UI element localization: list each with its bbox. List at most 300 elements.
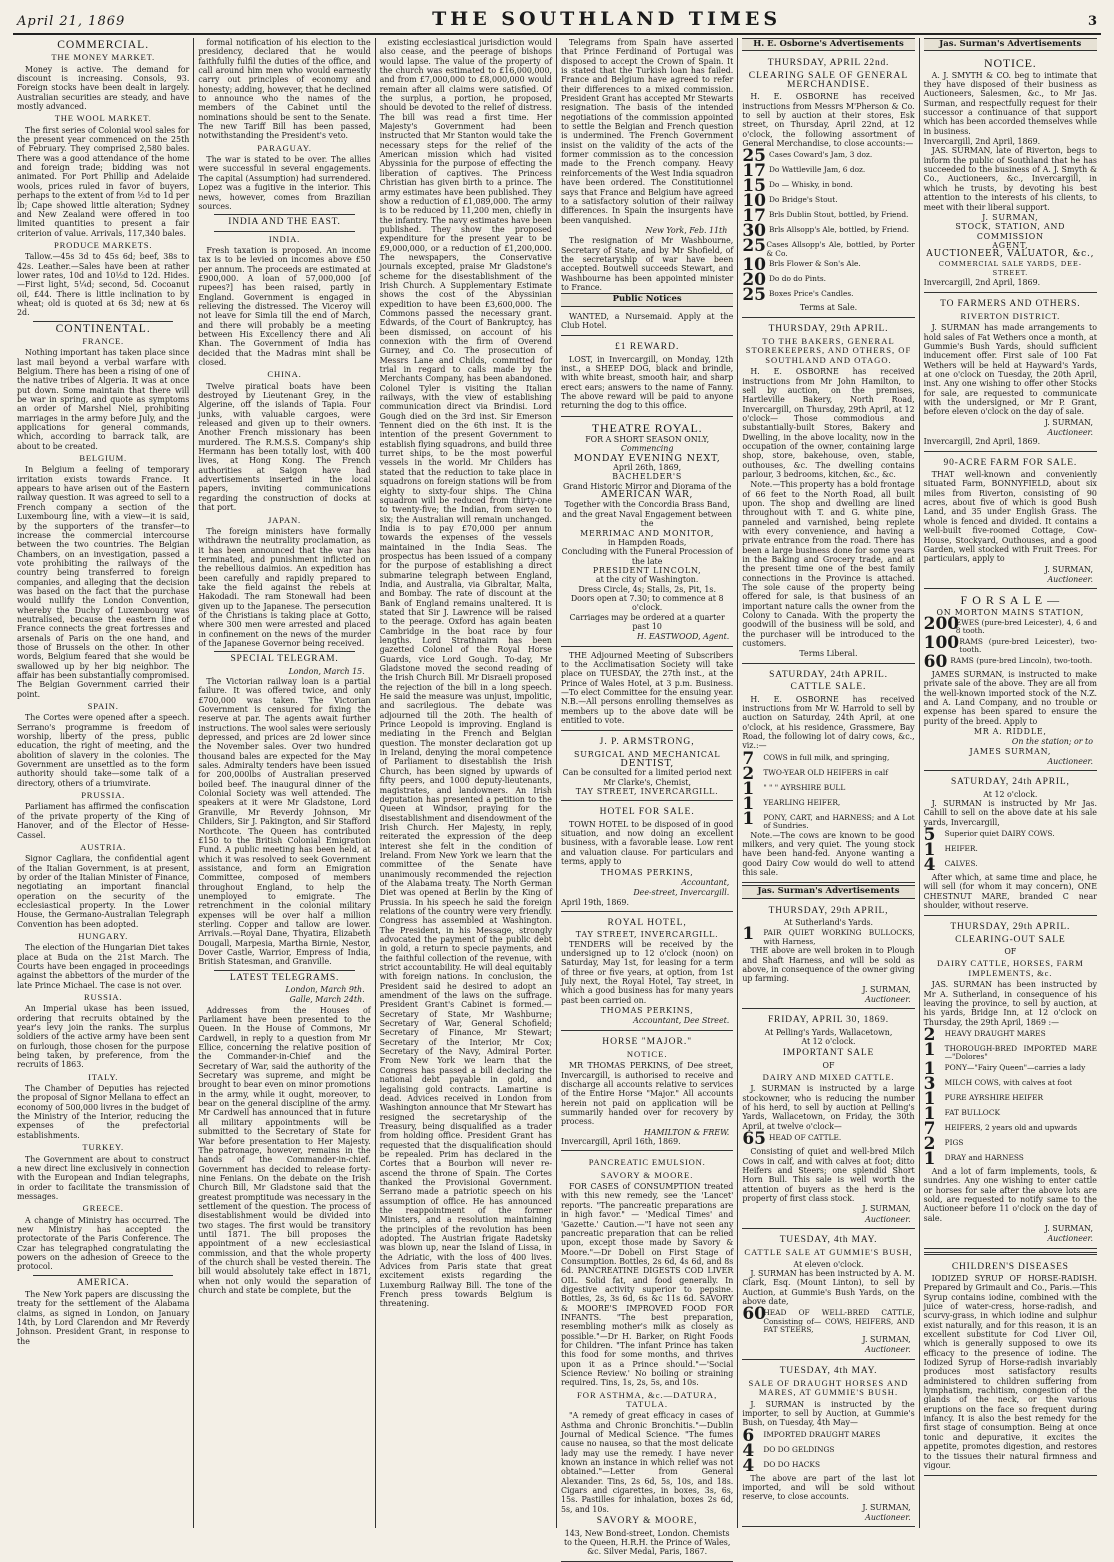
divider [214, 231, 354, 232]
advert-text: Consisting of quiet and well-bred Milch Cows in calf, and with calves at foot; ditto Heifers and Steers; one splendid Short Horn Bull. This sale is well worth the attention of buyers as the herd is the property of first class stock. [742, 1147, 915, 1203]
advert-text: THE Adjourned Meeting of Subscribers to the Acclimatisation Society will take place on TUESDAY, the 27th inst., at the Prince of Wales Hotel, at 3 p.m. Business.—To elect Committee for the ensuing year. N.B.—All persons enrolling themselves as members up to the above date will be entitled to vote. [560, 650, 734, 726]
advert-line: Mr Clarke's, Chemist, [603, 777, 691, 787]
section-subheading: TURKEY. [82, 1142, 124, 1153]
advert-signature: On the station; or to [1011, 737, 1093, 747]
lot-quantity: 2 [742, 763, 755, 784]
section-subheading: THE MONEY MARKET. [51, 52, 155, 63]
advert-terms: Terms at Sale. [799, 303, 858, 313]
lot-quantity: 25 [742, 285, 766, 306]
lot-item [742, 270, 914, 291]
lot-quantity: 1 [923, 1088, 936, 1109]
lot-quantity: 1 [742, 778, 755, 799]
lot-item [923, 1133, 1097, 1154]
advert-date: April 19th, 1869. [560, 897, 629, 907]
lot-quantity: 6 [742, 1425, 755, 1446]
lot-description: Do Bridge's Stout. [768, 195, 838, 205]
advert-savory-moore [561, 1153, 733, 1561]
section-subheading: HUNGARY. [78, 930, 129, 941]
section-subheading: JAPAN. [268, 514, 301, 525]
advert-signature: MR A. RIDDLE, [973, 726, 1047, 736]
advert-heading: FOR ASTHMA, &c.—DATURA, TATULA. [577, 1389, 718, 1410]
divider [33, 1275, 173, 1276]
lot-item [923, 632, 1097, 655]
lot-description: Cases Coward's Jam, 3 doz. [768, 150, 873, 160]
lot-item [923, 1103, 1097, 1124]
advert-line: OF [822, 1060, 835, 1070]
section-subheading: CHINA. [267, 369, 302, 380]
lot-item [742, 1455, 914, 1476]
advert-line: TAY STREET, INVERCARGILL. [575, 787, 719, 797]
advert-heading: NOTICE. [626, 1049, 668, 1059]
advert-text: JAS. SURMAN has been instructed by Mr A. Sutherland, in consequence of his leaving the province, to sell by auction, at his yards, Bridge Inn, at 12 o'clock on Thursday, the 29th April, 1869 :— [923, 980, 1097, 1027]
advert-heading: CATTLE SALE. [790, 682, 867, 693]
lot-item [742, 146, 914, 167]
advert-heading: RIVERTON DISTRICT. [960, 310, 1061, 321]
advert-reward [561, 338, 733, 416]
advert-signature: J. SURMAN, [862, 1502, 911, 1512]
lot-description: MILCH COWS, with calves at foot [944, 1077, 1072, 1087]
newspaper-title: THE SOUTHLAND TIMES [432, 8, 782, 30]
advert-signature: J. SURMAN, [862, 1204, 911, 1214]
lot-item [742, 236, 915, 258]
advert-signature: J. SURMAN, [1044, 564, 1093, 574]
section-heading: INDIA AND THE EAST. [228, 217, 341, 228]
article-text: The election of the Hungarian Diet takes place at Buda on the 21st March. The Courts have been engaged in proceedings against the abbettors of the murder of the late Prince Michael. The case is not over. [17, 943, 190, 990]
lot-quantity: 100 [923, 632, 960, 653]
divider [214, 214, 354, 215]
advert-signature: Auctioneer. [865, 1512, 911, 1522]
advert-line: AMERICAN WAR, [601, 490, 694, 501]
lot-description: HEIFER. [944, 844, 978, 854]
section-subheading: BELGIUM. [79, 453, 128, 464]
advert-merchandise-sale [742, 54, 914, 317]
lot-quantity: 1 [923, 1058, 936, 1079]
lot-list [923, 825, 1097, 876]
advert-text: Note.—This property has a bold frontage of 66 feet to the North Road, all built upon. The shop and dwelling are lined throughout with T. and G. white pine, panneled and varnished, being replete with every convenience, and having a private entrance from the road. There has been a large business done for some years in the Baking and Grocery trade, and at the present time one of the best family connections in the Province is attached. The sole cause of the property being offered for sale, is that business of an important nature calls the owner from the Colony to Canada. With the property the goodwill of the business will be sold, and the purchaser will be introduced to the customers. [742, 480, 915, 649]
advert-heading: HORSE "MAJOR." [602, 1036, 693, 1047]
article-text: existing ecclesiastical jurisdiction would also cease, and the peerage of bishops would lapse. The value of the property of the church was estimated to £16,000,000, and from £7,000,000 to £8,000,000 would remain after all claims were satisfied. Of the surplus, a portion, he proposed, should be devoted to the relief of distress. The bill was read a first time. Her Majesty's Government had been instructed that Mr Stanton would take the necessary steps for the relief of the American mission which had visited Abyssinia for the purpose of effecting the liberation of captives. The Princess Christian has given birth to a prince. The army estimates have been published. They show a reduction of £1,089,000. The army is to be reduced by 11,200 men, chiefly in the infantry. The navy estimates have been published. They show the proposed expenditure for the present year to be £9,000,000, or a reduction of £1,200,000. The newspapers, the Conservative journals excepted, praise Mr Gladstone's scheme for the disestablishment of the Irish Church. A Supplementary Estimate shows the cost of the Abyssinian expedition to have been £3,600,000. The Commons passed the necessary grant. Edwards, of the Court of Bankruptcy, has been dismissed, on account of his connexion with the firm of Overend Gurney, and Co. The prosecution of Messrs Lane and Childs, committed for trial in regard to calls made by the Merchants Company, has been abandoned. Colonel Tyler is visiting the Italian railways, with the view of establishing communication direct via Brindisi. Lord Gough died on the 3rd inst. Sir Emerson Tennent died on the 6th inst. It is the intention of the present Government to establish flying squadrons, and build three turret ships, to be the most powerful vessels in the world. Mr Childers has stated that the reduction to take place in squadrons on foreign stations will be from eighty to sixty-four ships. The China squadron will be reduced from thirty-one to twenty-five; the Indian, from seven to six; the Australian will remain unchanged. India is to pay £70,000 per annum towards the expenses of the vessels maintained in the India Seas. The prospectus has been issued of a company for the purpose of establishing a direct submarine telegraph between England, India, and Australia, via Gibraltar, Malta, and Bombay. The rate of discount at the Bank of England remains unaltered. It is stated that Sir J. Lawrence will be raised to the peerage. Oxford has again beaten Cambridge in the boat race by four lengths. Lord Strathnairn has been gazetted Colonel of the Royal Horse Guards, vice Lord Gough. To-day, Mr Gladstone moved the second reading of the Irish Church Bill. Mr Disraeli proposed the rejection of the bill in a long speech. He said the measure was unjust, impolitic, and sacrilegious. The debate was adjourned till the 20th. The health of Prince Leopold is improving. England is mediating in the French and Belgian question. The monster declaration got up in Ireland, denying the moral competence of Parliament to disestablish the Irish Church, has been signed by upwards of fifty peers, and 1000 deputy-lieutenants, magistrates, and landowners. An Irish deputation has presented a petition to the Queen at Windsor, praying for the disestablishment and disendowment of the Irish Church. Her Majesty, in reply, reiterated the expression of the deep interest she felt in the condition of Ireland. From New York we learn that the committee of the Senate have unanimously recommended the rejection of the Alabama treaty. The North German Diet was opened at Berlin by the King of Prussia. In his speech he said the foreign relations of the country were very friendly. Congress has assembled at Washington. The President, in his Message, strongly advocated the payment of the public debt in gold, a return to specie payments, and the faithful collection of the revenue, with strict accountability. He will deal equitably with foreign nations. In conclusion, the President said he desired to adopt an amendment of the laws on the suffrage. President Grant's Cabinet is formed.—Secretary of State, Mr Washburne; Secretary of War, General Schofield; Secretary of Finance, Mr Stewart; Secretary of the Interior, Mr Cox; Secretary of the Navy, Admiral Porter. From New York we learn that the Congress has passed a bill declaring the national debt payable in gold, and legalising gold contracts. Lamartine is dead. Advices received in London from Washington announce that Mr Stewart has resigned the secretaryship of the Treasury, being disqualified as a trader from holding office. President Grant has requested that the disqualification should be repealed. Prim has declared in the Cortes that a Bourbon will never re-ascend the throne of Spain. The Cortes thanked the Provisional Government. Serrano made a patriotic speech on his assumption of office. He has announced the reappointment of the former Ministers, and a resolution maintaining the principles of the revolution has been adopted. The Austrian frigate Radetsky was blown up, near the Island of Lissa, in the Adriatic, with the loss of 400 lives. Advices from Paris state that great excitement exists regarding the Luxemburg Railway Bill. The tone of the French press towards Belgium is threatening. [379, 38, 552, 1309]
advert-text: H. E. OSBORNE has received instructions from Messrs M'Pherson & Co. to sell by auction at their stores, Esk street, on Thursday, April 22nd, at 12 o'clock, the following assortment of General Merchandise, to close accounts:— [742, 92, 915, 149]
lot-item [742, 285, 914, 306]
advert-riverton [924, 295, 1097, 452]
advert-heading: F O R S A L E — [960, 593, 1061, 608]
lot-list [923, 613, 1097, 672]
advert-signature: Accountant, Dee Street. [633, 1016, 730, 1026]
article-text: The first series of Colonial wool sales for the present year commenced on the 25th of February. They comprised 2,580 bales. There was a good attendance of the home and foreign trade; bidding was not animated. For Port Phillip and Adelaide wools, prices ruled in favor of buyers, perhaps to the extent of from ½d to 1d per lb; Cape showed little alteration; Sydney and New Zealand were offered in too limited quantities to present a fair criterion of value. Arrivals, 117,340 bales. [17, 125, 190, 238]
section-subheading: FRANCE. [82, 335, 124, 346]
lot-item [742, 161, 914, 182]
advert-text: After which, at same time and place, he will sell (for whom it may concern), ONE CHESTNUT MARE, branded C near shoulder, without reserve. [923, 873, 1097, 911]
lot-quantity: 1 [742, 793, 755, 814]
advert-line: Commencing [620, 444, 674, 454]
advert-line: AGENT, [992, 240, 1029, 250]
page-number: 3 [1087, 14, 1097, 29]
advert-line: STOCK, STATION, AND COMMISSION [955, 222, 1066, 241]
advert-line: At Pelling's Yards, Wallacetown, [764, 1027, 893, 1037]
lot-description: PURE AYRSHIRE HEIFER [944, 1092, 1044, 1102]
advert-cattle-sale [742, 666, 914, 883]
advert-line: AUCTIONEER, VALUATOR, &c., [926, 249, 1095, 260]
lot-description: " " " AYRSHIRE BULL [763, 782, 846, 792]
advert-heading: TO THE BAKERS, GENERAL STOREKEEPERS, AND OTHERS, OF SOUTHLAND AND OTAGO. [745, 336, 912, 365]
advert-date: Invercargill, 2nd April, 1869. [923, 437, 1041, 447]
advert-text: A. J. SMYTH & CO. beg to intimate that they have disposed of their business as Auctioneers, Salesmen, &c., to Mr Jas. Surman, and respectfully request for their successor a continuance of that support which has been accorded themselves while in business. [923, 70, 1097, 136]
lot-quantity: 4 [742, 1455, 755, 1476]
lot-quantity: 1 [923, 1148, 936, 1169]
advert-line: MONDAY EVENING NEXT, [573, 452, 721, 464]
divider [33, 321, 173, 322]
advert-line: At Sutherland's Yards. [783, 917, 874, 927]
advert-royal-hotel [561, 914, 733, 1031]
column-5 [738, 38, 919, 1528]
lot-item [742, 793, 914, 814]
article-text: Signor Cagliara, the confidential agent of the Italian Government, is at present, by order of the Italian Minister of Finance, negotiating an important financial operation on the security of the ecclesiastical property. In the Lower House, the Germano-Australian Telegraph Convention has been adopted. [17, 854, 190, 929]
lot-description: Do — Whisky, in bond. [768, 180, 853, 190]
advertiser-header: Jas. Surman's Advertisements [924, 38, 1097, 51]
lot-item [923, 1148, 1097, 1169]
advert-heading: TO FARMERS AND OTHERS. [940, 298, 1081, 309]
advert-text: TOWN HOTEL to be disposed of in good situation, and now doing an excellent business, with a favorable lease. Low rent and valuation clause. For particulars and terms, apply to [560, 819, 734, 867]
advert-morton-mains [924, 591, 1097, 771]
lot-item [742, 191, 914, 212]
advert-text: THE above are well broken in to Plough and Shaft Harness, and will be sold as above, in consequence of the owner giving up farming. [742, 946, 915, 984]
advert-date-heading: THURSDAY, 29th APRIL. [950, 922, 1071, 933]
advert-date: Invercargill, April 16th, 1869. [560, 1137, 681, 1147]
advert-gummies-cattle [742, 1231, 914, 1360]
dateline: New York, Feb. 11th [645, 225, 728, 235]
advert-text: MR THOMAS PERKINS, of Dee street, Invercargill, is authorised to receive and discharge all accounts relative to services of the Entire Horse "Major." All accounts herein not paid on application will be summarily handed over for recovery by process. [560, 1061, 734, 1127]
lot-description: Brls Flower & Son's Ale. [768, 259, 861, 269]
advert-heading: £1 REWARD. [614, 342, 680, 353]
lot-quantity: 10 [742, 255, 766, 276]
advert-signature: Dee-street, Invercargill. [633, 888, 730, 898]
advert-text: LOST, in Invercargill, on Monday, 12th inst., a SHEEP DOG, black and brindle, with white breast, smooth hair, and sharp erect ears; answers to the name of Fanny. The above reward will be paid to anyone returning the dog to this office. [560, 354, 734, 411]
advert-date-heading: THURSDAY, APRIL 22nd. [767, 58, 890, 69]
article-text: Addresses from the Houses of Parliament have been presented to the Queen. In the House of Commons, Mr Cardwell, in reply to a question from Mr Ellice, concerning the relative position of the Commander-in-Chief and the Secretary of War, said the authority of the Secretary was supreme, and might be brought to bear even on minor promotions in the army, while it ought, moreover, to bear on the general discipline of the army. Mr Cardwell has announced that in future all military appointments will be submitted to the Secretary of State for War before presentation to Her Majesty. The patronage, however, remains in the hands of the Commander-in-chief. Government has decided to release forty-nine Fenians. On the debate on the Irish Church Bill, Mr Gladstone said that the greatest promptitude was necessary in the settlement of the question. The process of disestablishment would be divided into two stages. The first would be transitory until 1871. The bill proposes the appointment of a new ecclesiastical commission, and that the whole property of the church shall be vested therein. The bill would absolutely take effect in 1871, when not only would the separation of church and state be complete, but the [198, 1005, 371, 1295]
lot-description: RAMS (pure-bred Leicester), two-tooth. [959, 636, 1097, 655]
advert-signature: HAMILTON & FREW. [643, 1127, 730, 1137]
article-text: Fresh taxation is proposed. An income tax is to be levied on incomes above £50 per annum. The proceeds are estimated at £900,000. A loan of 57,000,000 [of rupees?] has been raised, partly in England. Government is engaged in relieving the distressed. The Viceroy will not leave for Simla till the end of March, and there will probably be a meeting between His Excellency there and Ali Khan. The Government of India has decided that the Madras mint shall be closed. [198, 245, 371, 367]
lot-description: Superior quiet DAIRY COWS. [944, 829, 1055, 839]
lot-item [742, 748, 914, 769]
lot-description: RAMS (pure-bred Lincoln), two-tooth. [950, 655, 1093, 665]
divider [214, 970, 354, 971]
advert-dairy-sale [742, 1011, 914, 1229]
lot-quantity: 2 [923, 1133, 936, 1154]
section-subheading: PARAGUAY. [257, 142, 312, 153]
advert-text: And a lot of farm implements, tools, & sundries. Any one wishing to enter cattle or horses for sale after the above lots are sold, are requested to notify same to the Auctioneer before 11 o'clock on the day of sale. [923, 1166, 1097, 1223]
lot-quantity: 1 [923, 1103, 936, 1124]
advert-line: MERRIMAC AND MONITOR, [580, 528, 715, 538]
lot-quantity: 20 [742, 270, 766, 291]
advert-childrens-diseases [924, 1258, 1097, 1477]
advert-line: Concluding with the Funeral Procession of the late [561, 547, 733, 566]
article-text: The New York papers are discussing the treaty for the settlement of the Alabama claims, as signed in London, on January 14th, by Lord Clarendon and Mr Reverdy Johnson. President Grant, in response to the [17, 1289, 190, 1346]
dateline: London, March 9th. [285, 985, 365, 994]
column-4 [557, 38, 738, 1557]
lot-description: HEIFERS, 2 years old and upwards [944, 1122, 1078, 1132]
advert-signature: J. SURMAN, [862, 1334, 911, 1344]
lot-quantity: 1 [923, 840, 936, 861]
advert-text: Note.—The cows are known to be good milkers, and very quiet. The young stock have been hand-fed. Anyone wanting a good Dairy Cow would do well to attend this sale. [742, 830, 915, 877]
advert-line: Dress Circle, 4s; Stalls, 2s, Pit, 1s. [578, 584, 716, 594]
advert-clearing-out [924, 918, 1097, 1248]
advert-heading: DAIRY AND MIXED CATTLE. [762, 1072, 895, 1083]
advert-text: JAMES SURMAN, is instructed to make private sale of the above. They are all from the well-known imported stock of the N.Z. and A. Land Company, and no trouble or expense has been spared to ensure the purity of the breed. Apply to [923, 669, 1097, 726]
advertiser-header: Jas. Surman's Advertisements [742, 885, 914, 898]
advert-text: TENDERS will be received by the undersigned up to 12 o'clock (noon) on Saturday, May 1st, for leasing for a term of three or five years, at option, from 1st July next, the Royal Hotel, Tay street, in which a good business has for many years past been carried on. [560, 939, 734, 1005]
article-text: The Victorian railway loan is a partial failure. It was offered twice, and only £700,000 was taken. The Victorian Government is censured for fixing the reserve at par. The agents await further instructions. The wool sales were seriously depressed, and prices are 2d lower since the November sales. Over two hundred thousand bales are expected for the May sales. Admiralty tenders have been issued for 200,000lbs of Australian preserved boiled beef. The inaugural dinner of the Colonial Society was well attended. The speakers at it were Mr Gladstone, Lord Granville, Mr Reverdy Johnson, Mr Childers, Sir J. Pakington, and Sir Stafford Northcote. The Queen has contributed £150 to the British Colonial Emigration Fund. A public meeting has been held, at which it was resolved to seek Government assistance, and form an Emigration Committee, composed of members throughout England, to help the unemployed to emigrate. The retrenchment in the colonial military expenses will be over half a million sterling. Copper and tallow are lower. Arrivals.—Royal Dane, Thyatira, Elizabeth Dougall, Marpesia, Martha Birnie, Nestor, Dover Castle, Warrior, Empress of India, British Statesman, and Granville. [198, 677, 371, 967]
advert-notice [924, 54, 1097, 292]
lot-description: YEARLING HEIFER, [763, 797, 841, 807]
advert-date: Invercargill, 2nd April, 1869. [923, 278, 1041, 288]
section-heading: COMMERCIAL. [57, 39, 150, 51]
lot-quantity: 25 [742, 236, 766, 257]
article-text: An Imperial ukase has been issued, ordering that recruits obtained by the year's levy join the ranks. The surplus soldiers of the active army have been sent on furlough, those chosen for the purpose being taken, by preference, from the recruits of 1863. [17, 1004, 190, 1070]
lot-item [923, 1039, 1097, 1062]
lot-quantity: 17 [742, 206, 766, 227]
article-text: A change of Ministry has occurred. The new Ministry has accepted the protectorate of the Paris Conference. The Czar has telegraphed congratulating the powers on the adhesion of Greece to the protocol. [17, 1215, 190, 1272]
lot-description: COWS in full milk, and springing, [763, 752, 890, 762]
lot-description: DO DO HACKS [763, 1459, 821, 1469]
advert-heading: SALE OF DRAUGHT HORSES AND MARES, AT GUMMIE'S BUSH. [748, 1377, 909, 1398]
lot-item [742, 1440, 914, 1461]
advert-line: COMMERCIAL SALE YARDS, DEE-STREET. [938, 259, 1082, 277]
lot-item [923, 1118, 1097, 1139]
advert-text: H. E. OSBORNE has received instructions from Mr John Hamilton, to sell by auction, on the premises, Hartleville Bakery, North Road, Invercargill, on Thursday, 29th April, at 12 o'clock— Those commodious and substantially-built Stores, Bakery and Dwelling, in the above locality, now in the occupation of the owner, containing large shop, store, bakehouse, oven, stable, outhouses, &c. The dwelling contains parlour, 3 bedrooms, kitchen, &c., &c. [742, 367, 915, 479]
lot-description: CALVES. [944, 859, 978, 869]
advert-signature: Auctioneer. [1047, 428, 1093, 438]
lot-quantity: 7 [742, 748, 755, 769]
lot-description: Do Wattleville Jam, 6 doz. [768, 165, 866, 175]
advert-signature: THOMAS PERKINS, [600, 1005, 694, 1015]
section-heading: CONTINENTAL. [55, 322, 151, 335]
lot-quantity: 1 [742, 808, 755, 829]
advert-line: Together with the Concordia Brass Band, and the great Naval Engagement between the [562, 500, 733, 529]
advert-heading: PANCREATIC EMULSION. [588, 1157, 706, 1168]
advert-line: Can be consulted for a limited period next [562, 768, 732, 778]
advert-date-heading: THURSDAY, 29th APRIL. [768, 323, 889, 334]
advert-heading: HOTEL FOR SALE. [599, 807, 695, 818]
article-text: The Government are about to construct a new direct line exclusively in connection with the European and Indian telegraphs, in order to facilitate the transmission of messages. [17, 1154, 190, 1201]
advert-dentist [561, 733, 733, 801]
lot-list [742, 748, 915, 831]
advert-horse-major [561, 1033, 733, 1152]
advert-line: BACHELDER'S [612, 472, 683, 482]
advert-farm-sale [924, 454, 1097, 589]
lot-item [742, 176, 914, 197]
lot-description: DO DO GELDINGS [763, 1444, 835, 1454]
masthead [13, 4, 1101, 35]
advert-line: SURGICAL AND MECHANICAL [574, 749, 721, 759]
advert-line: TAY STREET, INVERCARGILL. [575, 930, 719, 940]
lot-description: Brls Dublin Stout, bottled, by Friend. [768, 210, 909, 220]
lot-item [923, 855, 1097, 876]
lot-list [923, 1024, 1097, 1169]
advert-text: IODIZED SYRUP OF HORSE-RADISH. Prepared by Grimault and Co., Paris.—This Syrup contains iodine, combined with the juice of water-cress, horse-radish, and scurvy-grass, in which iodine and sulphur exist naturally, and for this reason, it is an excellent substitute for Cod Liver Oil, which is generally supposed to owe its efficacy to the presence of iodine. The Iodized Syrup of Horse-radish invariably produces most satisfactory results administered to children suffering from lymphatism, rachitism, congestion of the glands of the neck, or the various eruptions on the face so frequent during infancy. It is also the best remedy for the first stage of consumption. Being at once tonic and depurative, it excites the appetite, promotes digestion, and restores to the tissues their natural firmness and vigour. [923, 1273, 1097, 1470]
lot-quantity: 30 [742, 221, 766, 242]
advert-line: DENTIST, [620, 758, 675, 770]
advert-text: J. SURMAN is instructed by the importer, to sell by Auction, at Gummie's Bush, on Tuesday, 4th May— [742, 1399, 915, 1428]
column-6 [920, 38, 1101, 1528]
advert-signature: Accountant, [681, 877, 730, 887]
advert-wanted [561, 310, 733, 337]
section-subheading: THE WOOL MARKET. [54, 113, 152, 124]
section-heading: LATEST TELEGRAMS. [229, 972, 340, 983]
lot-item [742, 778, 914, 799]
lot-item [742, 255, 914, 276]
lot-item [923, 651, 1097, 672]
lot-quantity: 2 [923, 1024, 936, 1045]
section-subheading: GREECE. [82, 1203, 124, 1214]
advert-line: At eleven o'clock. [793, 1259, 864, 1269]
lot-list [742, 1425, 914, 1476]
lot-description: HEAVY DRAUGHT MARES [944, 1028, 1046, 1038]
advert-text: WANTED, a Nursemaid. Apply at the Club Hotel. [560, 311, 734, 330]
advert-heading: ROYAL HOTEL, [607, 917, 687, 928]
advert-signature: J. SURMAN, [1044, 1223, 1093, 1233]
advert-line: Carriages may be ordered at a quarter past 10 [569, 612, 725, 631]
lot-description: Do do do Pints. [768, 274, 826, 284]
public-notices-header: Public Notices [561, 293, 733, 306]
lot-quantity: 60 [923, 651, 948, 672]
advert-text: J. SURMAN has made arrangements to hold sales of Fat Wethers once a month, at Gummie's Bush Yards, should sufficient inducement offer. First sale of 100 Fat Wethers will be held at Hayward's Yards, at one o'clock on Tuesday, the 20th April, inst. Any one wishing to offer other Stocks for sale, are requested to communicate with the undersigned, or Mr P. Grant, before eleven o'clock on the day of sale. [923, 323, 1097, 417]
advert-line: at the city of Washington. [595, 575, 699, 585]
advert-text: "A remedy of great efficacy in cases of Asthma and Chronic Bronchitis."—Dublin Journal of Medical Science. "The fumes cause no nausea, so that the most delicate lady may use the remedy. I have never known an instance in which relief was not obtained."—Letter from General Alexander. Tins, 2s 6d, 5s, 10s, and 18s. Cigars and cigarettes, in boxes, 3s, 6s, 15s. Pastilles for inhalation, boxes 2s 6d, 5s, and 10s. [560, 1411, 734, 1514]
section-subheading: PRUSSIA. [81, 790, 126, 801]
advert-signature: J. SURMAN, [862, 984, 911, 994]
advert-text: J. SURMAN is instructed by a large stockowner, who is reducing the number of his herd, to sell by auction at Pelling's Yards, Wallacetown, on Friday, the 30th April, at twelve o'clock— [742, 1084, 915, 1131]
advert-heading: SAVORY & MOORE. [600, 1169, 694, 1180]
dateline: Galle, March 24th. [289, 995, 365, 1005]
advert-heading: 90-ACRE FARM FOR SALE. [943, 457, 1078, 468]
advert-signature: J. SURMAN, [982, 212, 1039, 222]
advert-date-heading: SATURDAY, 24th APRIL. [769, 669, 888, 680]
lot-quantity: 15 [742, 176, 766, 197]
lot-quantity: 4 [923, 855, 936, 876]
advert-heading: CATTLE SALE AT GUMMIE'S BUSH, [744, 1247, 913, 1258]
column-1 [13, 38, 194, 1528]
article-text: formal notification of his election to the presidency, declared that he would faithfully fulfil the duties of the office, and call around him men who would earnestly carry out principles of economy and honesty; adding, however, that he declined to announce who the names of the members of the Cabinet until the nominations should be sent to the Senate. The new Tariff Bill has been passed, notwithstanding the President's veto. [198, 38, 371, 141]
advert-signature: Auctioneer. [865, 995, 911, 1005]
advert-bakery-sale [742, 320, 914, 664]
advert-signature: Auctioneer. [1047, 1234, 1093, 1244]
section-subheading: SPAIN. [87, 701, 119, 712]
advert-signature: Auctioneer. [1047, 574, 1093, 584]
lot-description: PIGS [944, 1137, 964, 1147]
advert-line: OF [1004, 947, 1017, 957]
column-3 [376, 38, 557, 1528]
section-heading: AMERICA. [76, 1277, 130, 1288]
advert-date: Invercargill, 2nd April, 1869. [923, 137, 1041, 147]
lot-description: THOROUGH-BRED IMPORTED MARE—"Dolores" [944, 1043, 1097, 1062]
advert-date-heading: TUESDAY, 4th MAY. [779, 1234, 878, 1245]
advert-meeting [561, 649, 733, 732]
advertiser-header: H. E. Osborne's Advertisements [742, 38, 914, 51]
lot-description: Brls Allsopp's Ale, bottled, by Friend. [768, 225, 909, 235]
advert-text: J. SURMAN has been instructed by A. M. Clark, Esq. (Mount Linton), to sell by Auction, at Gummie's Bush Yards, on the above date, [742, 1268, 915, 1306]
issue-date: April 21, 1869 [17, 14, 126, 29]
lot-item [923, 1058, 1097, 1079]
advert-text: The above are part of the last lot imported, and will be sold without reserve, to close accounts. [742, 1473, 915, 1502]
lot-quantity: 4 [742, 1440, 755, 1461]
lot-item [923, 825, 1097, 846]
article-text: Parliament has affirmed the confiscation of the private property of the King of Hanover, and of the Elector of Hesse-Cassel. [17, 802, 190, 840]
advert-text: H. E. OSBORNE has received instructions from Mr W. Harrold to sell by auction on Saturday, 24th April, at one o'clock, at his residence, Grassmere, Bay Road, the following lot of dairy cows, &c., viz.:— [742, 694, 915, 751]
advert-hotel-sale [561, 803, 733, 911]
advert-signature: J. SURMAN, [1044, 417, 1093, 427]
lot-description: IMPORTED DRAUGHT MARES [763, 1429, 881, 1439]
lot-quantity: 25 [742, 146, 766, 167]
advert-signature: Auctioneer. [865, 1214, 911, 1224]
advert-line: At 12 o'clock. [983, 789, 1038, 799]
advert-text: THAT well-known and conveniently situated Farm, BONNYFIELD, about six miles from Riverton, consisting of 90 acres, about five of which is good Bush Land, and 35 under English Grass. The whole is fenced and divided. It contains a well-built five-roomed Cottage, Cow-House, Stockyard, Outhouses, and a good Garden, well stocked with Fruit Trees. For particulars, apply to [923, 470, 1097, 564]
article-text: Twelve piratical boats have been destroyed by Lieutenant Grey, in the Algerine, off the islands of Tapia. Four junks, with valuable cargoes, were released and given up to their owners. Another French missionary has been murdered. The R.M.S.S. Company's ship Hermann has been totally lost, with 400 lives, at Hong Kong. The French authorities at Saigon have had advertisements inserted in the local papers, inviting communications regarding the construction of docks at that port. [198, 381, 371, 513]
lot-item [923, 1024, 1097, 1045]
article-text: In Belgium a feeling of temporary irritation exists towards France. It appears to have arisen out of the Eastern railway question. It was agreed to sell to a French company a section of the Luxembourg line, with a view—it is said, by the supporters of the transfer—to increase the commercial intercourse between the two countries. The Belgian Chambers, on an investigation, passed a vote prohibiting the railways of the country being transferred to foreign companies, and alleging that the decision was based on the fact that the purchase would nullify the London Convention, whereby the Duchy of Luxembourg was neutralised, because the eastern line of France connects the great fortresses and arsenals of Paris on the one hand, and those of Brussels on the other. In other words, Belgium feared that she would be swallowed up by her big neighbor. The affair has been substantially compromised. The Belgian Government carried their point. [17, 465, 190, 699]
lot-quantity: 200 [923, 613, 960, 634]
article-text: The Chamber of Deputies has rejected the proposal of Signor Mellana to effect an economy of 500,000 livres in the budget of the Ministry of the Interior, reducing the expenses of the prefectorial establishments. [17, 1084, 190, 1140]
advert-date-heading: THURSDAY, 29th APRIL, [768, 905, 889, 916]
lot-item: 65 HEAD OF CATTLE. [742, 1129, 842, 1150]
advert-heading: CHILDREN'S DISEASES [951, 1261, 1069, 1272]
advert-line: Doors open at 7.30; to commence at 8 o'clock. [570, 593, 724, 613]
advert-line: ON MORTON MAINS STATION, [936, 607, 1085, 617]
lot-quantity: 7 [923, 1118, 936, 1139]
lot-item [742, 1425, 914, 1446]
lot-description: PONY—"Fairy Queen"—carries a lady [944, 1062, 1086, 1072]
divider [214, 651, 354, 652]
lot-list [742, 146, 915, 306]
advert-date-heading: SATURDAY, 24th APRIL, [950, 777, 1070, 788]
lot-item [742, 763, 914, 784]
advert-terms: Terms Liberal. [799, 649, 858, 659]
article-text: The Cortes were opened after a speech. Serrano's programme is freedom of worship, liberty of the press, public education, the right of meeting, and the abolition of slavery in the colonies. The Government are unsettled as to the form authority should take—some talk of a directory, others of a triumvirate. [17, 713, 190, 788]
advert-theatre [561, 419, 733, 647]
section-subheading: INDIA. [268, 233, 301, 244]
section-subheading: ITALY. [88, 1071, 119, 1082]
advert-dairy-cows [924, 773, 1097, 916]
section-subheading: RUSSIA. [84, 992, 123, 1002]
advert-heading: IMPORTANT SALE [782, 1048, 875, 1059]
advert-heading: NOTICE. [984, 56, 1037, 71]
column-2 [194, 38, 375, 1528]
article-text: Telegrams from Spain have asserted that Prince Ferdinand of Portugal was disposed to accept the Crown of Spain. It is stated that the Turkish loan has failed. France and Belgium have agreed to refer their differences to a mixed commission. President Grant has accepted Mr Stewarts resignation. The basis of the intended negotiations of the commission appointed to settle the Belgian and French question is undermined. The French Government insist on the validity of the acts of the former commission as to the concession made to the French company. Heavy reinforcements of the West India squadron have been ordered. The Constitutionnel says that France and Belgium have agreed to a satisfactory solution of their railway differences. In Spain the insurgents have been vanquished. [560, 38, 734, 225]
lot-item [923, 1073, 1097, 1094]
advert-signature: JAMES SURMAN, [969, 746, 1052, 756]
lot-description: TWO-YEAR OLD HEIFERS in calf [763, 767, 888, 777]
advert-line: in Hampden Roads, [607, 537, 687, 547]
lot-description: DRAY and HARNESS [944, 1152, 1024, 1162]
advert-heading: J. P. ARMSTRONG, [599, 737, 695, 748]
lot-quantity: 10 [742, 191, 766, 212]
advert-heading: CLEARING-OUT SALE [955, 934, 1066, 945]
article-text: The war is stated to be over. The allies were successful in several engagements. The capital (Assumption) had surrendered. Lopez was a fugitive in the interior. This news, however, comes from Brazilian sources. [198, 155, 371, 211]
lot-description: FAT BULLOCK [944, 1107, 1001, 1117]
advert-heading: DAIRY CATTLE, HORSES, FARM IMPLEMENTS, &c. [936, 958, 1084, 978]
advert-draught-horses [742, 1362, 914, 1528]
article-text: The foreign ministers have formally withdrawn the neutrality proclamation, as it has been announced that the war has terminated, and punishment inflicted on the rebellious daimios. An expedition has been carefully and rapidly prepared to take the field against the rebels at Hakodadi. The ram Stonewall had been given up to the Japanese. The persecution of the Christians is taking place at Gotto, where 300 men were arrested and placed in confinement on the news of the murder of the Japanese Governor being received. [198, 526, 371, 648]
advert-line: At 12 o'clock. [801, 1037, 856, 1047]
advert-date-heading: TUESDAY, 4th MAY. [779, 1365, 878, 1376]
advert-line: April 26th, 1869, [613, 463, 682, 473]
advert-date-heading: FRIDAY, APRIL 30, 1869. [767, 1015, 889, 1026]
advert-text: J. SURMAN is instructed by Mr Jas. Cahill to sell on the above date at his sale yards, Invercargill, [923, 799, 1097, 827]
lot-description: Boxes Price's Candles. [768, 289, 854, 299]
lot-item: 1 PAIR QUIET WORKING BULLOCKS, with Harness, [742, 924, 915, 946]
article-text: Money is active. The demand for discount is increasing. Consols, 93. Foreign stocks have been dealt in largely. Australian securities are steady, and have mostly advanced. [17, 64, 190, 112]
article-text: The resignation of Mr Washbourne, Secretary of State, and by Mr Shofield, of the secretaryship of war have been accepted. Boutwell succeeds Stewart, and Washbourne has been appointed minister to France. [560, 236, 734, 292]
